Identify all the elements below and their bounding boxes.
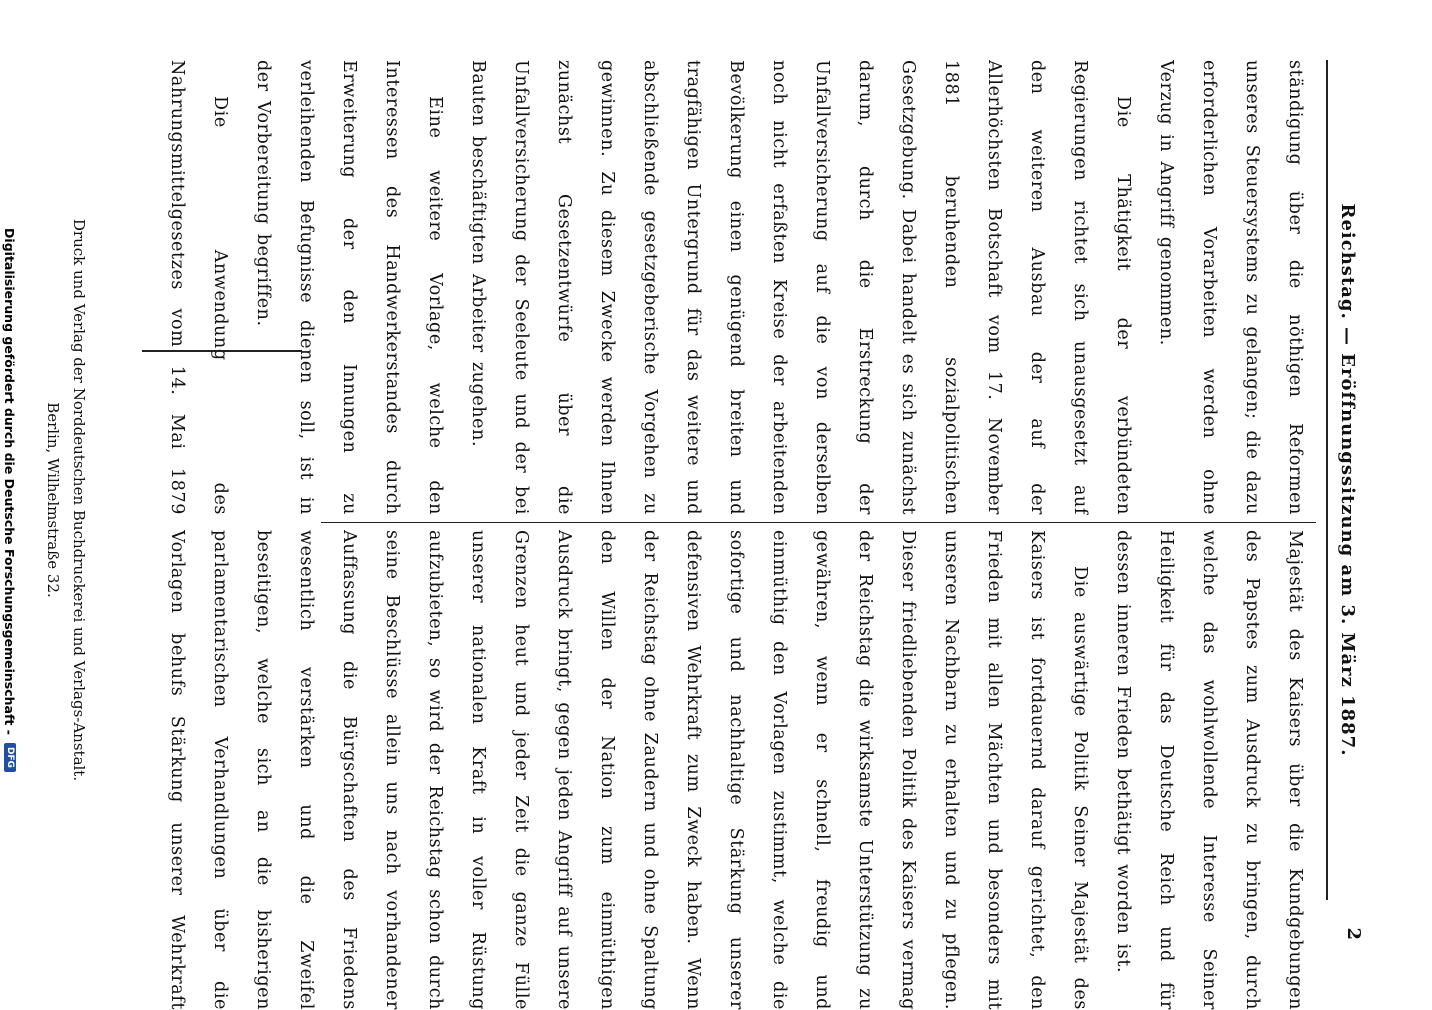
paragraph: Die Thätigkeit der verbündeten Regierungen richtet sich unausgesetzt auf den weiteren Ausbau der auf der Allerhöchsten Botschaft vom 17. November 1881 beruhenden sozialpolitischen Gesetzgebung. Dabei handelt es sich zunächst darum, durch die Erstreckung der Unfallversicherung auf die von derselben noch nicht erfaßten Kreise der arbeitenden Bevölkerung einen genügend breiten und tragfähigen Untergrund für das weitere und abschließende gesetzgeberische Vorgehen zu gewinnen. Zu diesem Zwecke werden Ihnen zunächst Gesetzentwürfe über die Unfallversicherung der Seeleute und der bei Bauten beschäftigten Arbeiter zugehen.	[468, 60, 1133, 515]
printer-line-2: Berlin, Wilhelmstraße 32.	[44, 402, 62, 598]
paragraph: Majestät des Kaisers über die Kundgebungen des Papstes zum Ausdruck zu bringen, durch welche das wohlwollende Interesse Seiner Heiligkeit für das Deutsche Reich und für dessen inneren Frieden bethätigt worden ist.	[1113, 530, 1305, 1010]
center-rule-mark	[142, 350, 302, 352]
dfg-logo: DFG	[4, 743, 16, 772]
header-rule	[1326, 60, 1328, 900]
paragraph: ständigung über die nöthigen Reformen unseres Steuersystems zu gelangen; die dazu erforderlichen Vorarbeiten werden ohne Verzug in Angriff genommen.	[1156, 60, 1305, 515]
funding-notice	[0, 0, 20, 1000]
printer-imprint	[40, 0, 92, 1000]
paragraph: Die Anwendung des Nahrungsmittelgesetzes vom 14. Mai 1879	[167, 60, 230, 515]
left-text-column	[148, 60, 1316, 515]
page-number: 2	[1343, 927, 1364, 940]
column-divider	[321, 522, 1316, 523]
paragraph: Eine weitere Vorlage, welche den Interessen des Handwerkerstandes durch Erweiterung der den Innungen zu verleihenden Befugnisse dienen soll, ist in der Vorbereitung begriffen.	[253, 60, 445, 515]
funding-text: Digitalisierung gefördert durch die Deutsche Forschungsgemeinschaft -	[2, 228, 18, 735]
page-header: Reichstag. — Eröffnungssitzung am 3. März 1887.	[1337, 203, 1359, 757]
printer-line-1: Druck und Verlag der Norddeutschen Buchdruckerei und Verlags-Anstalt.	[70, 218, 88, 782]
right-text-column	[148, 530, 1316, 1010]
paragraph: Die auswärtige Politik Seiner Majestät des Kaisers ist fortdauernd darauf gerichtet, den Frieden mit allen Mächten und besonders mit unseren Nachbarn zu erhalten und zu pflegen. Dieser friedliebenden Politik des Kaisers vermag der Reichstag die wirksamste Unterstützung zu gewähren, wenn er schnell, freudig und einmüthig den Vorlagen zustimmt, welche die sofortige und nachhaltige Stärkung unserer defensiven Wehrkraft zum Zweck haben. Wenn der Reichstag ohne Zaudern und ohne Spaltung den Willen der Nation zum einmüthigen Ausdruck bringt, gegen jeden Angriff auf unsere Grenzen heut und jeder Zeit die ganze Fülle unserer nationalen Kraft in voller Rüstung aufzubieten, so wird der Reichstag schon durch seine Beschlüsse allein uns nach vorhandener Auffassung die Bürgschaften des Friedens wesentlich verstärken und die Zweifel beseitigen, welche sich an die bisherigen parlamentarischen Verhandlungen über die Vorlagen behufs Stärkung unserer Wehrkraft	[167, 530, 1090, 1010]
